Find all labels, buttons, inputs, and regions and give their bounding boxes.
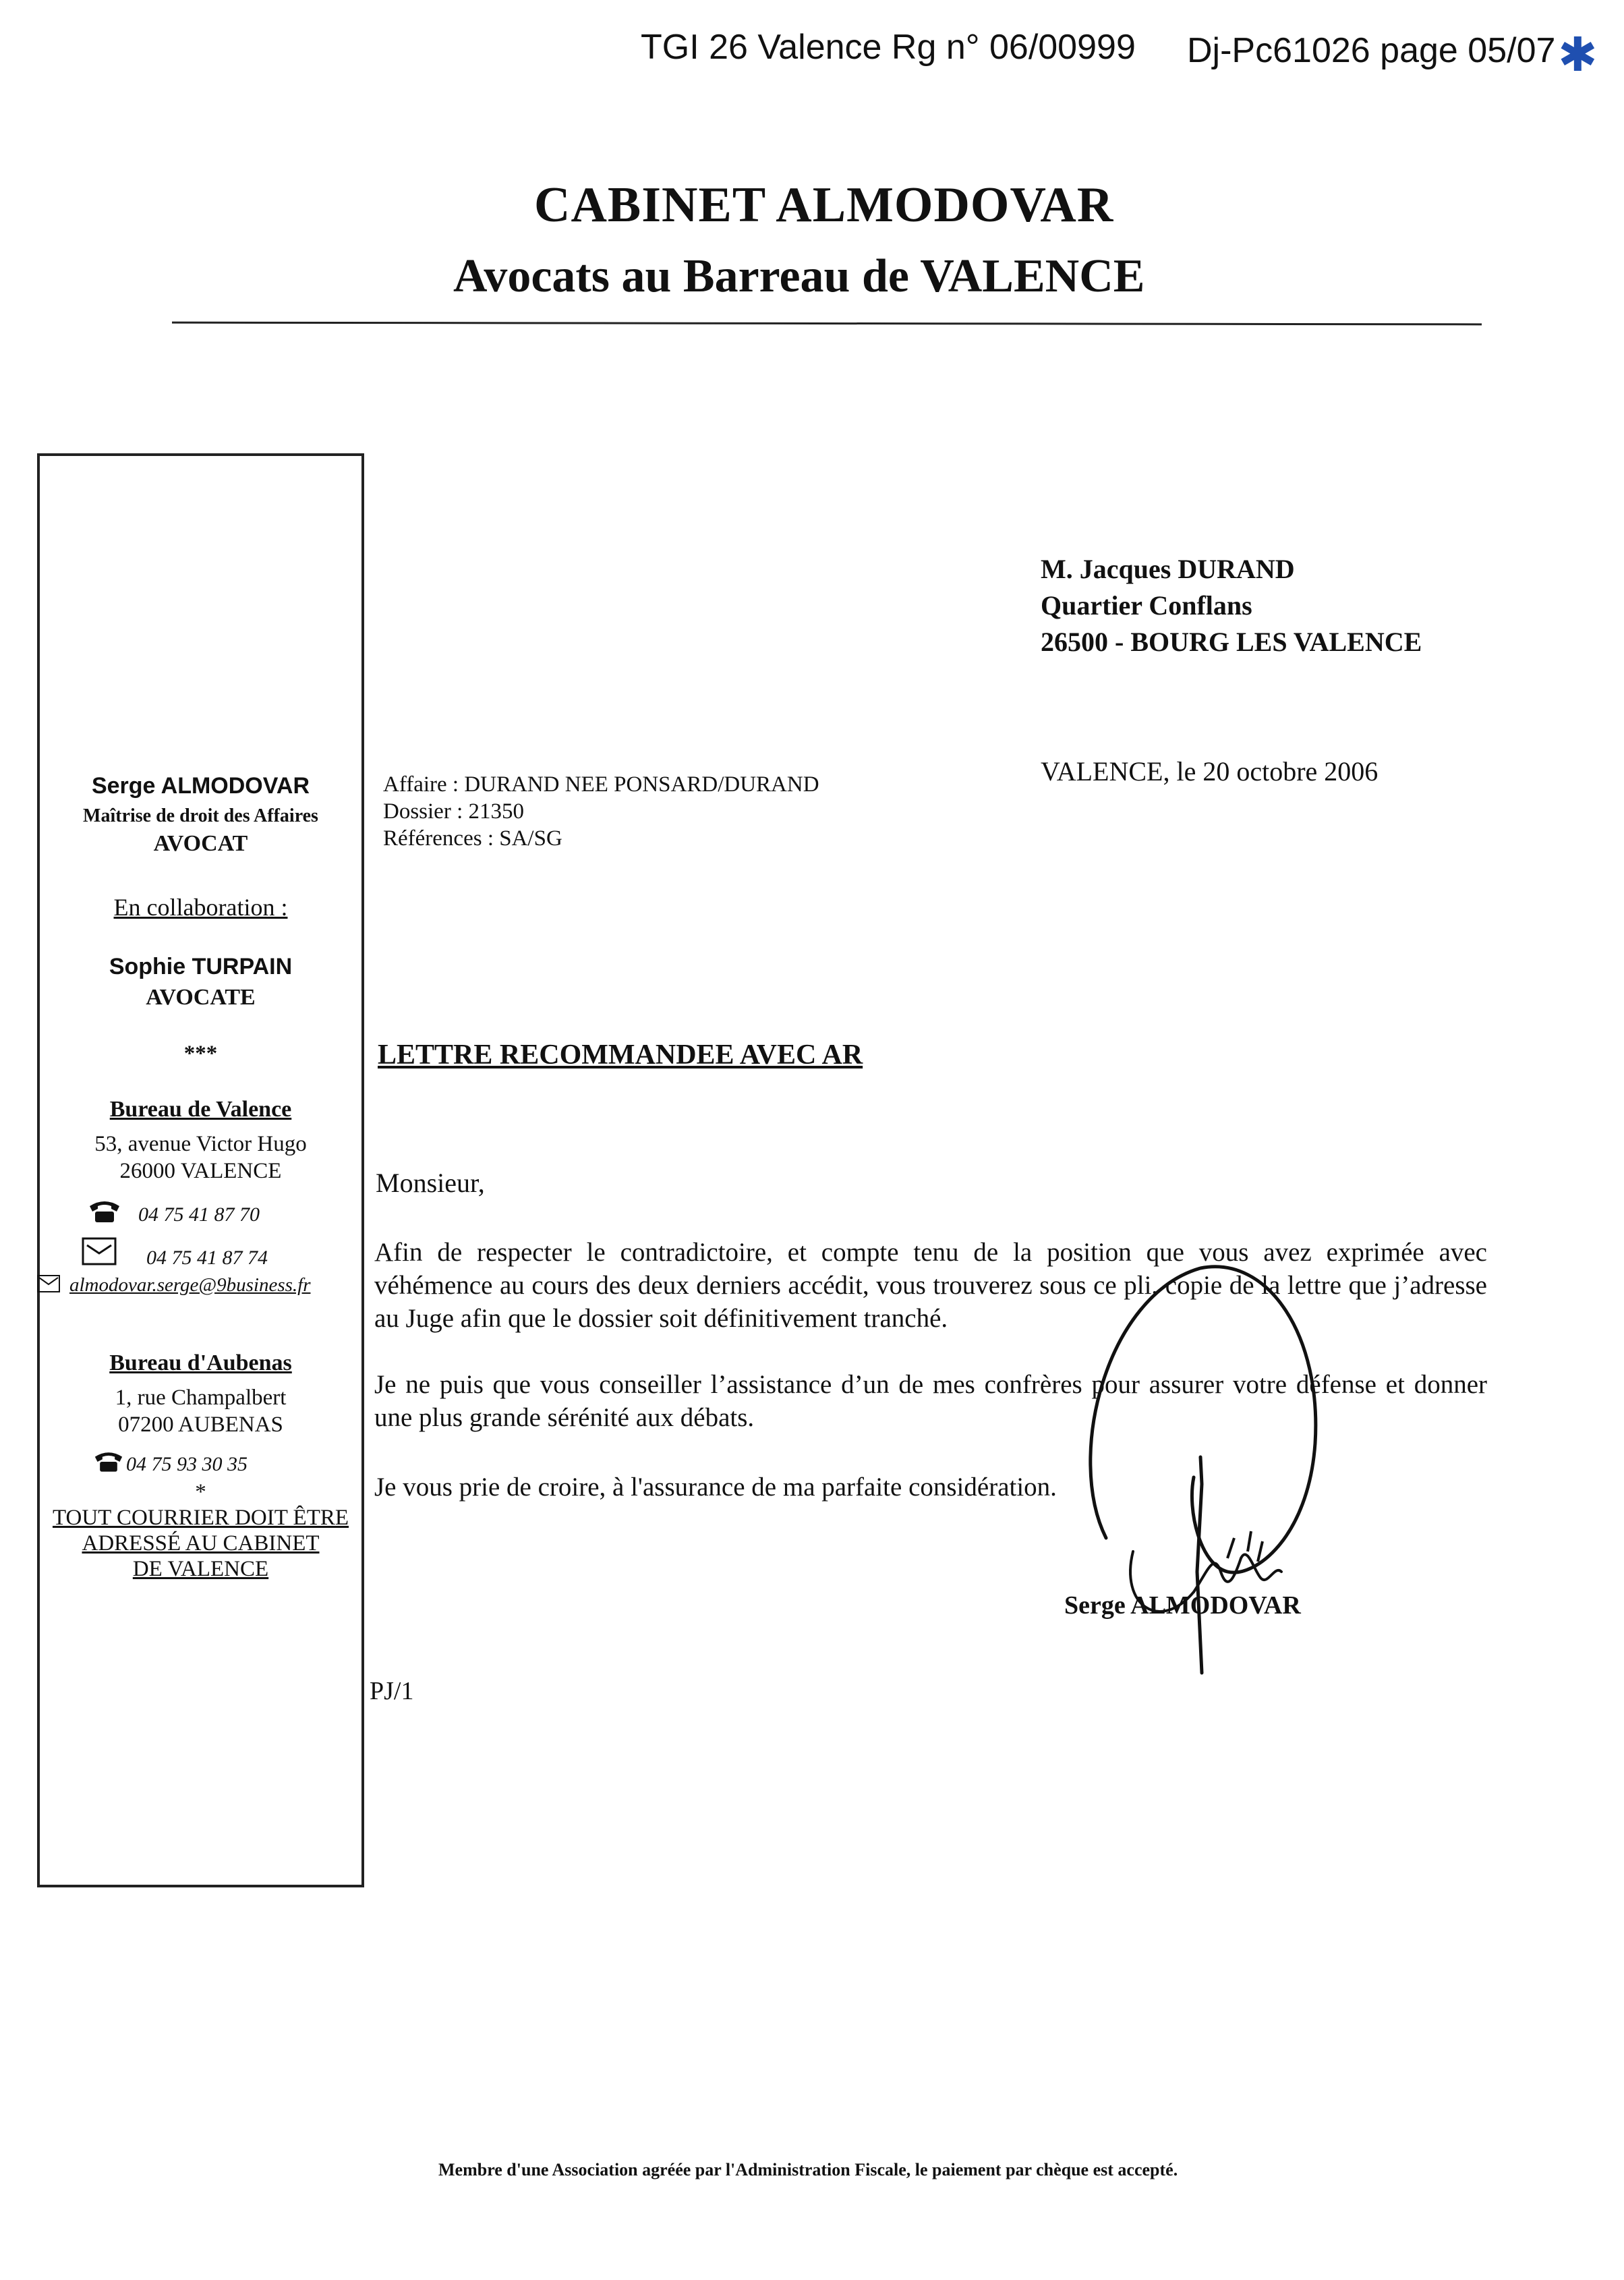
signer-name: Serge ALMODOVAR — [1064, 1591, 1301, 1620]
footer-note: Membre d'une Association agréée par l'Administration Fiscale, le paiement par chèque est accepté. — [438, 2160, 1178, 2179]
fax-header — [641, 27, 1612, 81]
office-aubenas-label: Bureau d'Aubenas — [109, 1350, 292, 1375]
attachments-note: PJ/1 — [370, 1677, 414, 1705]
phone-icon — [88, 1199, 121, 1227]
collaboration-label: En collaboration : — [113, 894, 288, 921]
envelope-icon — [37, 1275, 60, 1296]
firm-name: CABINET ALMODOVAR — [534, 177, 1114, 233]
partner-name: Serge ALMODOVAR — [91, 773, 310, 799]
body-paragraph-3: Je vous prie de croire, à l'assurance de ma parfaite considération. — [374, 1473, 1057, 1502]
handwritten-mark: ✱ — [1558, 27, 1598, 82]
office-aubenas-street: 1, rue Champalbert — [115, 1386, 287, 1410]
letter-subject: LETTRE RECOMMANDEE AVEC AR — [378, 1039, 863, 1071]
date-line: VALENCE, le 20 octobre 2006 — [1041, 756, 1379, 787]
associate-title: AVOCATE — [146, 985, 256, 1010]
sidebar-star: * — [195, 1480, 206, 1504]
reference-refs: Références : SA/SG — [383, 826, 562, 851]
reference-affaire: Affaire : DURAND NEE PONSARD/DURAND — [383, 772, 819, 797]
fax-header-case-number: TGI 26 Valence Rg n° 06/00999 — [641, 28, 1136, 67]
office-valence-city: 26000 VALENCE — [119, 1159, 282, 1183]
email-line: almodovar.serge@9business.fr — [37, 1274, 311, 1296]
aubenas-phone-line: 04 75 93 30 35 — [94, 1448, 248, 1476]
partner-title: AVOCAT — [153, 831, 248, 856]
office-valence-label: Bureau de Valence — [109, 1097, 292, 1122]
firm-subtitle: Avocats au Barreau de VALENCE — [453, 250, 1145, 302]
body-paragraph-2: Je ne puis que vous conseiller l’assistance d’un de mes confrères pour assurer votre défense et donner une plus grande sérénité aux débats. — [374, 1370, 1487, 1432]
separator: *** — [183, 1042, 218, 1066]
partner-degree: Maîtrise de droit des Affaires — [83, 805, 318, 826]
associate-name: Sophie TURPAIN — [109, 954, 293, 979]
fax-icon — [82, 1237, 117, 1269]
header-divider — [172, 322, 1482, 326]
salutation: Monsieur, — [376, 1168, 485, 1198]
phone-line: 04 75 41 87 70 — [88, 1197, 260, 1226]
recipient-name: M. Jacques DURAND — [1041, 554, 1295, 584]
recipient-address-line-1: Quartier Conflans — [1041, 590, 1252, 621]
mail-notice-line-1: TOUT COURRIER DOIT ÊTRE — [52, 1506, 349, 1530]
recipient-address-line-2: 26500 - BOURG LES VALENCE — [1041, 627, 1422, 657]
sidebar-contact-box — [37, 453, 364, 1887]
office-aubenas-city: 07200 AUBENAS — [118, 1413, 283, 1437]
fax-header-page-ref: Dj-Pc61026 page 05/07 — [1187, 31, 1556, 70]
reference-dossier: Dossier : 21350 — [383, 799, 524, 824]
mail-notice-line-2: ADRESSÉ AU CABINET — [82, 1531, 320, 1556]
phone-icon — [94, 1450, 123, 1477]
handwritten-signature — [1025, 1255, 1376, 1727]
fax-line: 04 75 41 87 74 — [82, 1236, 268, 1270]
body-paragraph-1: Afin de respecter le contradictoire, et compte tenu de la position que vous avez exprimée avec véhémence au cours des deux derniers accédit, vous trouverez sous ce pli, copie de la lettre que j’adresse au Juge afin que le dossier soit définitivement tranché. — [374, 1238, 1487, 1333]
office-valence-street: 53, avenue Victor Hugo — [94, 1132, 307, 1156]
mail-notice-line-3: DE VALENCE — [132, 1557, 269, 1581]
